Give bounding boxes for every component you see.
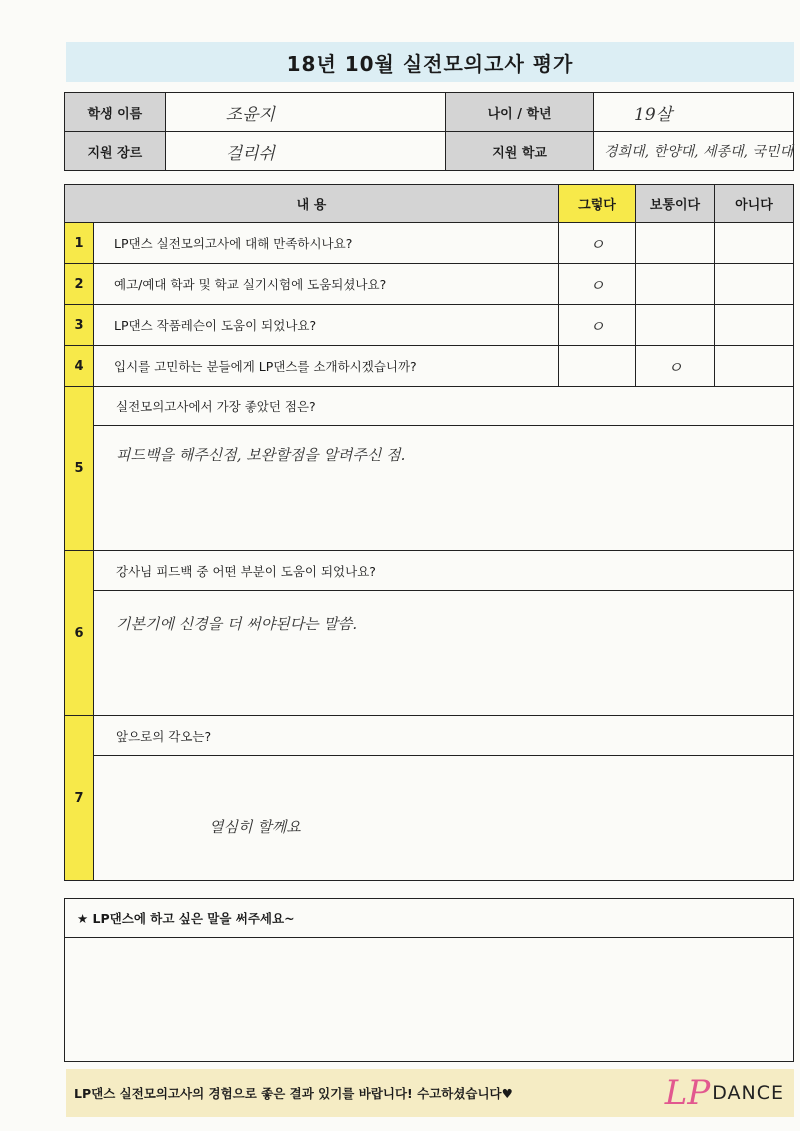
question-text: LP댄스 실전모의고사에 대해 만족하시나요? xyxy=(94,223,559,264)
question-number: 3 xyxy=(65,305,94,346)
footer-message: LP댄스 실전모의고사의 경험으로 좋은 결과 있기를 바랍니다! 수고하셨습니다♥ xyxy=(74,1086,513,1101)
age-label: 나이 / 학년 xyxy=(446,93,594,132)
open-question-text: 실전모의고사에서 가장 좋았던 점은? xyxy=(94,387,794,426)
page-title: 18년 10월 실전모의고사 평가 xyxy=(66,42,794,82)
answer-no-cell[interactable] xyxy=(715,223,794,264)
genre-field[interactable]: 걸리쉬 xyxy=(165,132,446,171)
yes-header: 그렇다 xyxy=(559,185,636,223)
answer-no-cell[interactable] xyxy=(715,346,794,387)
question-number: 1 xyxy=(65,223,94,264)
question-text: LP댄스 작품레슨이 도움이 되었나요? xyxy=(94,305,559,346)
name-label: 학생 이름 xyxy=(65,93,166,132)
message-table xyxy=(64,898,794,1062)
lp-dance-logo xyxy=(664,1073,794,1113)
answer-no-cell[interactable] xyxy=(715,264,794,305)
age-field[interactable]: 19살 xyxy=(594,93,794,132)
answer-yes-cell[interactable]: ㅇ xyxy=(559,264,636,305)
question-text: 예고/예대 학과 및 학교 실기시험에 도움되셨나요? xyxy=(94,264,559,305)
content-header: 내 용 xyxy=(65,185,559,223)
answer-neutral-cell[interactable] xyxy=(636,264,715,305)
question-number: 2 xyxy=(65,264,94,305)
question-text: 입시를 고민하는 분들에게 LP댄스를 소개하시겠습니까? xyxy=(94,346,559,387)
footer xyxy=(66,1069,794,1117)
open-answer-field[interactable]: 열심히 할께요 xyxy=(94,756,794,881)
open-answer-field[interactable]: 피드백을 해주신점, 보완할점을 알려주신 점. xyxy=(94,426,794,551)
no-header: 아니다 xyxy=(715,185,794,223)
question-number: 4 xyxy=(65,346,94,387)
answer-neutral-cell[interactable] xyxy=(636,223,715,264)
open-question-text: 앞으로의 각오는? xyxy=(94,716,794,756)
school-field[interactable]: 경희대, 한양대, 세종대, 국민대 xyxy=(594,132,794,171)
genre-label: 지원 장르 xyxy=(65,132,166,171)
message-field[interactable] xyxy=(65,938,794,1062)
school-label: 지원 학교 xyxy=(446,132,594,171)
open-question-text: 강사님 피드백 중 어떤 부분이 도움이 되었나요? xyxy=(94,551,794,591)
logo-dance-text: DANCE xyxy=(712,1082,784,1104)
answer-no-cell[interactable] xyxy=(715,305,794,346)
question-number: 6 xyxy=(65,551,94,716)
answer-neutral-cell[interactable] xyxy=(636,305,715,346)
answer-yes-cell[interactable] xyxy=(559,346,636,387)
question-number: 5 xyxy=(65,387,94,551)
name-field[interactable]: 조윤지 xyxy=(165,93,446,132)
answer-yes-cell[interactable]: ㅇ xyxy=(559,305,636,346)
neutral-header: 보통이다 xyxy=(636,185,715,223)
question-number: 7 xyxy=(65,716,94,881)
answer-neutral-cell[interactable]: ㅇ xyxy=(636,346,715,387)
message-label: ★ LP댄스에 하고 싶은 말을 써주세요~ xyxy=(65,899,794,938)
student-info-table xyxy=(64,92,794,171)
answer-yes-cell[interactable]: ㅇ xyxy=(559,223,636,264)
logo-lp-mark: LP xyxy=(664,1073,711,1113)
survey-table xyxy=(64,184,794,881)
open-answer-field[interactable]: 기본기에 신경을 더 써야된다는 말씀. xyxy=(94,591,794,716)
